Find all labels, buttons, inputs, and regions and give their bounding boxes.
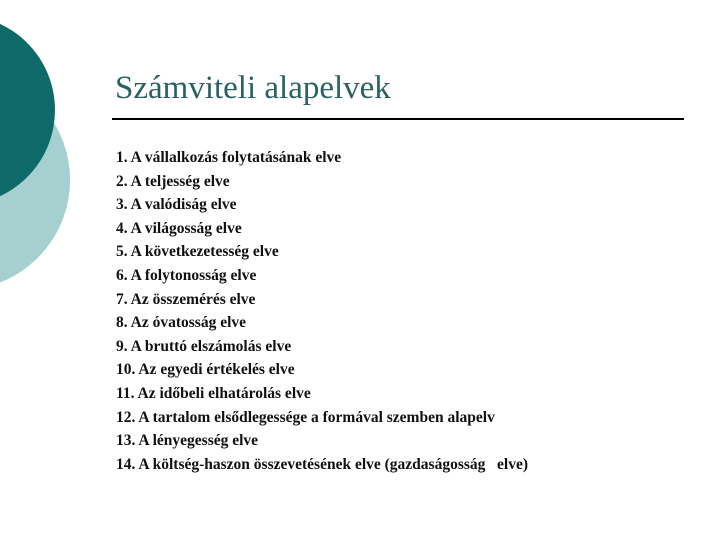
list-item: 8. Az óvatosság elve — [116, 314, 247, 332]
list-item: 1. A vállalkozás folytatásának elve — [116, 149, 342, 166]
list-item: 6. A folytonosság elve — [116, 266, 257, 284]
list-item: 12. A tartalom elsődlegessége a formával szemben alapelv — [116, 408, 495, 426]
list-item: 7. Az összemérés elve — [116, 290, 256, 308]
list-item: 13. A lényegesség elve — [116, 432, 259, 450]
title-underline — [112, 118, 684, 120]
list-item: 3. A valódiság elve — [116, 196, 237, 214]
slide-title: Számviteli alapelvek — [115, 70, 391, 106]
list-item: 11. Az időbeli elhatárolás elve — [116, 384, 311, 402]
principles-list — [116, 146, 528, 476]
list-item: 10. Az egyedi értékelés elve — [116, 361, 295, 379]
list-item: 14. A költség-haszon összevetésének elve (gazdaságosság elve) — [116, 455, 528, 473]
list-item: 5. A következetesség elve — [116, 243, 279, 261]
list-item: 4. A világosság elve — [116, 219, 242, 237]
list-item: 2. A teljesség elve — [116, 172, 230, 190]
list-item: 9. A bruttó elszámolás elve — [116, 337, 292, 355]
decorative-circles — [0, 0, 120, 300]
